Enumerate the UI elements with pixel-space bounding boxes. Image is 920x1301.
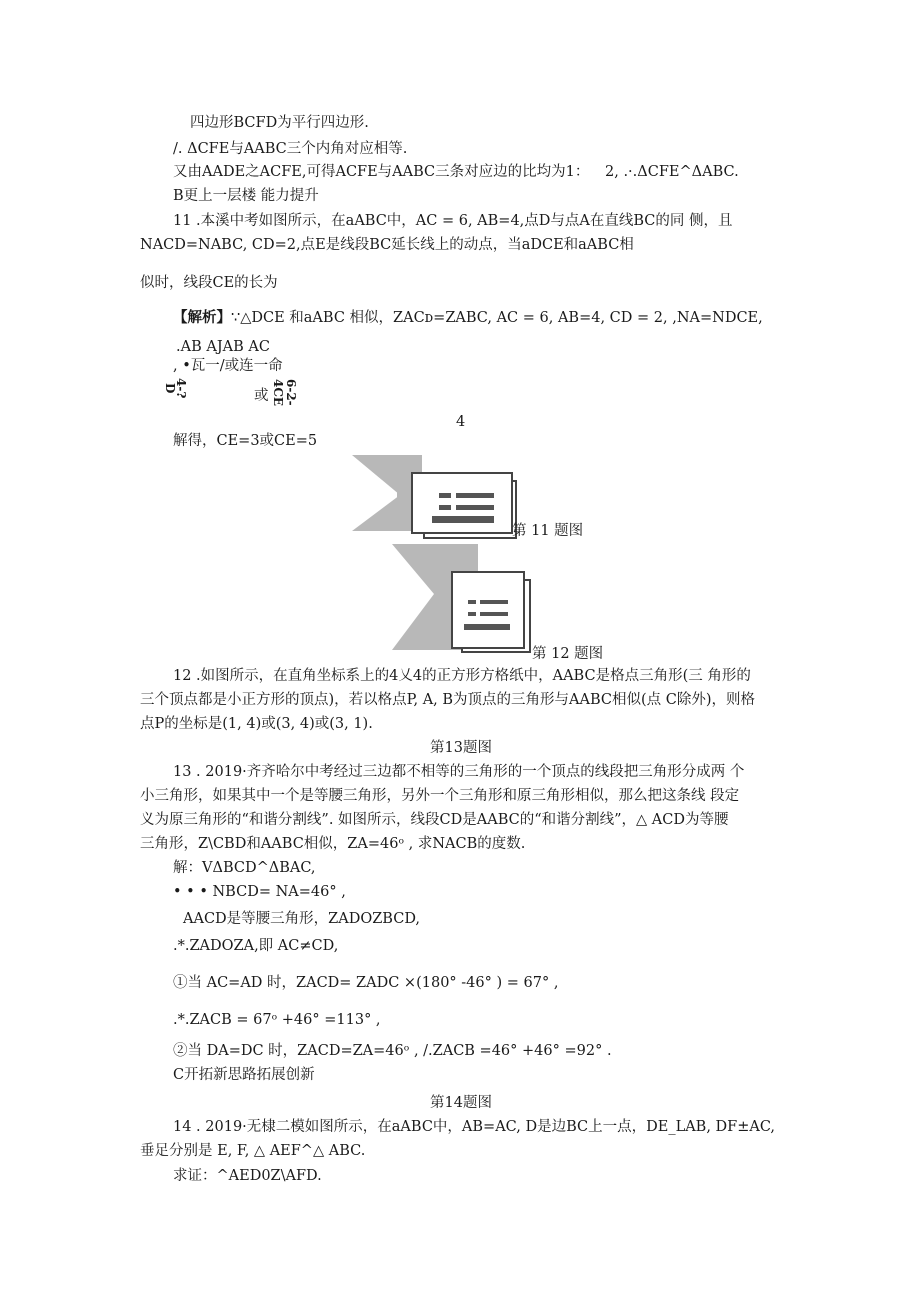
- solution-line: ②当 DA=DC 时，ZACD=ZA=46ᵒ , /.ZACB =46° +46° =92° .: [173, 1043, 612, 1059]
- figure-12-caption: 第 12 题图: [532, 646, 604, 662]
- garbled-fraction: 4-?: [174, 378, 188, 399]
- figure-11-caption: 第 11 题图: [512, 523, 584, 539]
- analysis-text: ∵△DCE 和aABC 相似，ZACᴅ=ZABC, AC = 6, AB=4, CD = 2, ,NA=NDCE,: [231, 310, 763, 326]
- problem-14-line1: 14 . 2019·无棣二模如图所示，在aABC中，AB=AC, D是边BC上一点，DE_LAB, DF±AC,: [173, 1119, 776, 1135]
- figure-13-caption: 第13题图: [430, 740, 492, 756]
- broken-image-icon: [352, 455, 516, 538]
- solution-line: ①当 AC=AD 时，ZACD= ZADC ×(180° -46° ) = 67° ,: [173, 975, 559, 991]
- text-line: 或: [254, 388, 269, 404]
- problem-14-line3: 求证：^AED0Z\AFD.: [173, 1168, 322, 1184]
- garbled-fraction: 6-2-: [284, 379, 298, 406]
- solution-line: .*.ZADOZA,即 AC≠CD,: [173, 938, 339, 954]
- problem-11-line2: NACD=NABC, CD=2,点E是线段BC延长线上的动点，当aDCE和aABC相: [140, 237, 634, 253]
- analysis-label: 【解析】: [173, 309, 231, 326]
- problem-12-line3: 点P的坐标是(1, 4)或(3, 4)或(3, 1).: [140, 716, 373, 732]
- problem-11-line1: 11 .本溪中考如图所示，在aABC中，AC = 6, AB=4,点D与点A在直线BC的同 侧，且: [173, 213, 733, 229]
- solution-line: 解：VΔBCD^ΔBAC,: [173, 860, 316, 876]
- text-line: 又由AADE之ACFE,可得ACFE与AABC三条对应边的比均为1：: [173, 164, 590, 180]
- section-heading: C开拓新思路拓展创新: [173, 1067, 315, 1083]
- problem-13-line2: 小三角形，如果其中一个是等腰三角形，另外一个三角形和原三角形相似，那么把这条线 段定: [140, 788, 740, 804]
- figure-12-broken-image: [392, 544, 532, 656]
- analysis-line: [173, 309, 763, 327]
- figure-14-caption: 第14题图: [430, 1095, 492, 1111]
- garbled-fraction: 4CE: [271, 379, 285, 407]
- text-line: 4: [456, 414, 466, 430]
- problem-13-line4: 三角形，Z\CBD和AABC相似，ZA=46ᵒ , 求NACB的度数.: [140, 836, 526, 852]
- broken-image-icon: [392, 544, 530, 652]
- garbled-fraction: D: [163, 383, 177, 394]
- text-line: .AB AJAB AC: [176, 339, 270, 355]
- problem-12-line2: 三个顶点都是小正方形的顶点)，若以格点P, A, B为顶点的三角形与AABC相似(点 C除外)，则格: [140, 692, 756, 708]
- text-line: 解得，CE=3或CE=5: [173, 433, 318, 449]
- problem-14-line2: 垂足分别是 E, F, △ AEF^△ ABC.: [140, 1143, 366, 1159]
- section-heading: B更上一层楼 能力提升: [173, 188, 319, 204]
- solution-line: • • • NBCD= NA=46° ,: [173, 884, 346, 900]
- text-line: /. ΔCFE与AABC三个内角对应相等.: [173, 141, 408, 157]
- solution-line: .*.ZACB = 67ᵒ +46° =113° ,: [173, 1012, 381, 1028]
- problem-13-line3: 义为原三角形的“和谐分割线”. 如图所示，线段CD是AABC的“和谐分割线”，△ ACD为等腰: [140, 812, 729, 828]
- text-line: , •瓦一/或连一命: [173, 358, 283, 374]
- problem-11-line3: 似时，线段CE的长为: [140, 275, 278, 291]
- text-line: 2, .·.ΔCFE^ΔABC.: [605, 164, 739, 180]
- text-line: 四边形BCFD为平行四边形.: [190, 115, 369, 131]
- solution-line: AACD是等腰三角形，ZADOZBCD,: [183, 911, 421, 927]
- figure-11-broken-image: [352, 455, 522, 543]
- problem-12-line1: 12 .如图所示，在直角坐标系上的4乂4的正方形方格纸中，AABC是格点三角形(三 角形的: [173, 668, 751, 684]
- problem-13-line1: 13 . 2019·齐齐哈尔中考经过三边都不相等的三角形的一个顶点的线段把三角形分成两 个: [173, 764, 745, 780]
